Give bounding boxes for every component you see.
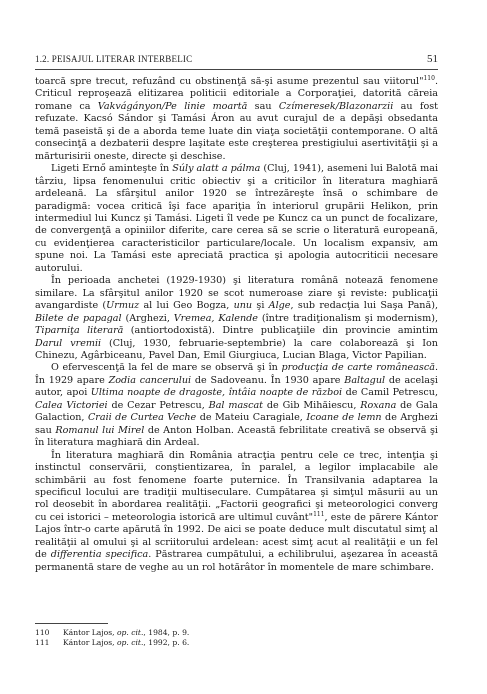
footnote (35, 628, 438, 638)
text-run: de Anton Holban. Această febrilitate creativă se observă şi în literatura maghiară din Ardeal. (35, 424, 438, 449)
italic-text: Alge (268, 300, 291, 312)
footnote-text (63, 638, 189, 648)
body-text (35, 76, 438, 574)
footnote-rule (35, 623, 108, 624)
italic-text: Tiparniţa literară (35, 325, 124, 337)
text-run: O efervescenţă la fel de mare se observă şi în (51, 362, 282, 374)
paragraph (35, 362, 438, 449)
paragraph (35, 275, 438, 362)
italic-text: Icoane de lemn (306, 412, 382, 424)
text-run: de Gib Mihăiescu, (263, 399, 361, 411)
italic-text: Súly alatt a pálma (172, 163, 261, 175)
text-run: de acelaşi autor, apoi (35, 374, 438, 399)
italic-text: Vakvágányon/Pe linie moartă (97, 100, 248, 112)
text-run: (Cluj, 1941), asemeni lui Balotă mai târziu, lipsa fenomenului critic obiectiv şi a criticilor în literatura maghiară ardeleană. La sfârşitul anilor 1920 se întrezăreşte însă o schimbare de paradigmă: vocea critică îşi face apariţia în interiorul grupării Helikon, prin intermediul lui Kuncz şi Tamási. Ligeti îl vede pe Kuncz ca un punct de focalizare, de convergenţă a opiniilor diferite, care cerea să se scrie o literatură europeană, cu evidenţierea caracteristicilor particulare/locale. Un localism expansiv, am spune noi. La Tamási este apreciată practica şi apologia autocriticii necesare autorului. (35, 163, 439, 274)
text-run: de Gala Galaction, (35, 399, 439, 424)
italic-text: Urmuz (106, 300, 140, 312)
text-run: , sub redacţia lui Saşa Pană), (290, 300, 438, 312)
text-run: de Mateiu Caragiale, (196, 412, 307, 424)
text-run: toarcă spre trecut, refuzând cu obstinenţă să-şi asume prezentul sau viitorul" (35, 76, 424, 87)
text-run: sau (247, 100, 279, 112)
text-run: , 1984, p. 9. (143, 628, 190, 637)
text-run: . Criticul reproşează elitizarea politicii editoriale a Corporaţiei, datorită căreia romane ca (35, 76, 438, 112)
footnote-ref: 110 (423, 74, 435, 82)
text-run: Kántor Lajos, (63, 637, 117, 647)
italic-text: producţia de carte românească (281, 362, 435, 374)
italic-text: Bilete de papagal (35, 312, 122, 324)
italic-text: op. cit. (116, 628, 144, 637)
footnote-ref: 111 (313, 510, 325, 518)
text-run: de Sadoveanu. În 1930 apare (191, 374, 345, 386)
text-run: al lui Geo Bogza, (139, 300, 234, 312)
footnote-text (63, 628, 189, 638)
page-number: 51 (427, 53, 438, 65)
text-run: şi (252, 300, 269, 312)
paragraph (35, 163, 438, 275)
italic-text: unu (233, 300, 253, 312)
italic-text: Czímeresek/Blazonarzii (278, 100, 394, 112)
text-run: (Cluj, 1930, februarie-septembrie) la care colaborează şi Ion Chinezu, Agârbiceanu, Pavel Dan, Emil Giurgiuca, Lucian Blaga, Victor Papilian. (35, 337, 438, 361)
text-run: (între tradiţionalism şi modernism), (257, 312, 438, 324)
italic-text: Romanul lui Mirel (55, 424, 145, 436)
italic-text: Darul vremii (35, 337, 102, 349)
text-run: În literatura maghiară din România atracţia pentru cele ce trec, intenţia şi instinctul conservării, conştientizarea, în paralel, a legilor implacabile ale schimbării au fost fenomene foarte puternice. În Transilvania adaptarea la specificul locului are tradiţii multiseculare. Cumpătarea şi simţul măsurii au un rol deosebit în abordarea realităţii. „Factorii geografici şi meteorologici converg cu cei istorici – meteorologia istorică are ultimul cuvânt" (35, 449, 438, 523)
text-run: Ligeti Ernő aminteşte în (51, 163, 173, 175)
footnote-number: 110 (35, 628, 50, 637)
italic-text: Baltagul (344, 374, 386, 386)
paragraph (35, 450, 438, 575)
paragraph (35, 76, 438, 163)
footnote-number: 111 (35, 637, 50, 647)
header-rule (35, 69, 438, 70)
italic-text: Craii de Curtea Veche (87, 412, 197, 424)
text-run: au fost refuzate. Kacsó Sándor şi Tamási Áron au avut curajul de a depăşi obsedanta temă paseistă şi de a aborda teme luate din viaţa societăţii contemporane. O altă consecinţă a dezbaterii despre laşitate este creşterea prestigiului asertivităţii şi a mărturisirii oneste, directe şi deschise. (35, 100, 438, 162)
italic-text: Vremea, Kalende (173, 312, 258, 324)
text-run: (Arghezi, (121, 312, 174, 324)
page-header (35, 53, 438, 69)
italic-text: differentia specifica (50, 549, 149, 561)
text-run: (antiortodoxistă). Dintre publicaţiile din provincie amintim (123, 325, 438, 337)
italic-text: Roxana (360, 399, 397, 411)
text-run: , 1992, p. 6. (143, 637, 190, 647)
italic-text: Bal mascat (208, 399, 264, 411)
italic-text: Calea Victoriei (35, 399, 108, 411)
text-run: de Camil Petrescu, (342, 387, 438, 399)
text-run: de Arghezi sau (35, 412, 438, 436)
italic-text: op. cit. (116, 637, 144, 647)
text-run: În perioada anchetei (1929-1930) şi literatura română notează fenomene similare. La sfârşitul anilor 1920 se scot numeroase ziare şi reviste: publicaţii avangardiste ( (35, 275, 438, 312)
text-run: . Păstrarea cumpătului, a echilibrului, aşezarea în această permanentă stare de veghe au un rol hotărâtor în momentele de mare schimbare. (35, 549, 438, 573)
italic-text: Zodia cancerului (108, 374, 192, 386)
italic-text: Ultima noapte de dragoste, întâia noapte de război (90, 387, 343, 399)
text-run: , este de părere Kántor Lajos într-o carte apărută în 1992. De aici se poate deduce mult discutatul simţ al realităţii al omului şi al scriitorului ardelean: acest simţ acut al realităţii e un fel de (35, 511, 439, 561)
text-run: de Cezar Petrescu, (107, 399, 209, 411)
footnotes (35, 628, 438, 647)
text-run: Kántor Lajos, (63, 628, 117, 637)
footnote (35, 638, 438, 648)
running-title: 1.2. PEISAJUL LITERAR INTERBELIC (35, 54, 193, 64)
text-run: . În 1929 apare (35, 362, 438, 386)
